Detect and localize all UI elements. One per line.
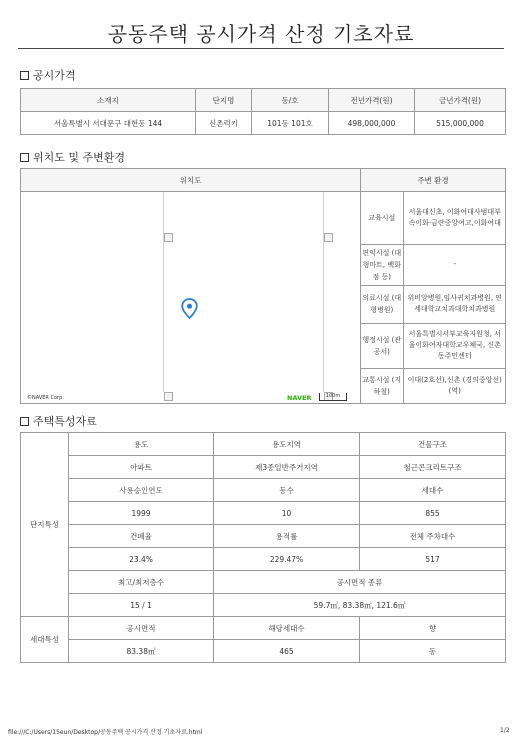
prev-price-cell: 498,000,000: [329, 112, 415, 135]
location-table: [20, 168, 506, 404]
cell: 855: [360, 502, 506, 525]
env-value: -: [403, 244, 506, 285]
cell: 건물구조: [360, 433, 506, 456]
group-label-household: 세대특성: [21, 617, 69, 663]
cell: 10: [214, 502, 360, 525]
cell: 517: [360, 548, 506, 571]
env-table: [361, 192, 506, 403]
unit-cell: 101동 101호: [252, 112, 329, 135]
section-heading-location: [20, 149, 125, 165]
complex-cell: 신촌럭키: [196, 112, 252, 135]
cell: 용도지역: [214, 433, 360, 456]
table-row: [21, 479, 506, 502]
footer-file-path: file:///C:/Users/15eun/Desktop/공동주택 공시가격 산정 기초자료.html: [8, 729, 203, 736]
list-item: [361, 368, 506, 403]
cell: 465: [214, 640, 360, 663]
group-label-complex: 단지특성: [21, 433, 69, 617]
env-label: 의료시설 (대형병원): [361, 285, 403, 323]
cell: 제3종일반주거지역: [214, 456, 360, 479]
map-copyright: ©NAVER Corp.: [27, 395, 64, 401]
document-title: 공동주택 공시가격 산정 기초자료: [107, 22, 415, 46]
naver-logo: NAVER: [287, 394, 312, 402]
map-pin-icon[interactable]: [181, 298, 198, 319]
title-divider: [18, 48, 504, 49]
address-cell: 서울특별시 서대문구 대현동 144: [21, 112, 196, 135]
broken-image-icon: [324, 233, 333, 242]
cell: 사용승인연도: [69, 479, 214, 502]
col-header-complex: 단지명: [196, 89, 252, 112]
table-row: [21, 571, 506, 594]
cell: 동: [360, 640, 506, 663]
cell: 최고/최저층수: [69, 571, 214, 594]
col-header-address: 소재지: [21, 89, 196, 112]
list-item: [361, 244, 506, 285]
table-row: [21, 112, 506, 135]
table-row: [21, 594, 506, 617]
section-heading-price-label: 공시가격: [33, 69, 76, 82]
section-heading-location-label: 위치도 및 주변환경: [33, 151, 126, 164]
cell: 공시면적: [69, 617, 214, 640]
env-label: 행정시설 (관공서): [361, 323, 403, 368]
env-value: 서울대신초, 이화여대사범대부속이화·금란중앙여고,이화여대: [403, 192, 506, 244]
cell: 59.7㎡, 83.38㎡, 121.6㎡: [214, 594, 506, 617]
cell: 철근콘크리트구조: [360, 456, 506, 479]
price-table: [20, 88, 506, 135]
cell: 해당세대수: [214, 617, 360, 640]
env-label: 교육시설: [361, 192, 403, 244]
broken-image-icon: [164, 233, 173, 242]
cell: 공시면적 종류: [214, 571, 506, 594]
list-item: [361, 192, 506, 244]
cell: 23.4%: [69, 548, 214, 571]
col-header-curr-price: 금년가격(원): [415, 89, 506, 112]
cell: 83.38㎡: [69, 640, 214, 663]
footer-page-number: 1/2: [500, 727, 510, 734]
col-header-unit: 동/호: [252, 89, 329, 112]
col-header-prev-price: 전년가격(원): [329, 89, 415, 112]
section-heading-housing: [20, 413, 97, 429]
env-label: 교통시설 (지하철): [361, 368, 403, 403]
cell: 세대수: [360, 479, 506, 502]
cell: 동수: [214, 479, 360, 502]
broken-image-icon: [164, 392, 173, 401]
cell: 아파트: [69, 456, 214, 479]
env-value: 위비앙병원,임사귀치과병원, 연세대학교치과대학치과병원: [403, 285, 506, 323]
map-header: 위치도: [21, 169, 361, 192]
table-row: [21, 617, 506, 640]
map-area[interactable]: [21, 192, 361, 404]
curr-price-cell: 515,000,000: [415, 112, 506, 135]
env-value: 서울특별시서부교육지원청, 서울이화여자대학교우체국, 신촌동주민센터: [403, 323, 506, 368]
checkbox-square-icon: [20, 417, 29, 426]
map-scale-bar: 100m: [319, 393, 347, 401]
checkbox-square-icon: [20, 153, 29, 162]
section-heading-housing-label: 주택특성자료: [33, 415, 97, 428]
table-row: [21, 525, 506, 548]
checkbox-square-icon: [20, 71, 29, 80]
env-value: 이대(2호선),신촌 (경의중앙선)(역): [403, 368, 506, 403]
env-label: 편익시설 (대형마트, 백화점 등): [361, 244, 403, 285]
cell: 전체 주차대수: [360, 525, 506, 548]
cell: 용적률: [214, 525, 360, 548]
housing-table: [20, 432, 506, 663]
table-row: [21, 502, 506, 525]
table-row: [21, 456, 506, 479]
cell: 1999: [69, 502, 214, 525]
section-heading-price: [20, 67, 76, 83]
cell: 229.47%: [214, 548, 360, 571]
cell: 15 / 1: [69, 594, 214, 617]
list-item: [361, 323, 506, 368]
table-row: [21, 433, 506, 456]
cell: 건폐율: [69, 525, 214, 548]
cell: 용도: [69, 433, 214, 456]
cell: 향: [360, 617, 506, 640]
table-row: [21, 640, 506, 663]
list-item: [361, 285, 506, 323]
env-header: 주변 환경: [361, 169, 506, 192]
table-row: [21, 548, 506, 571]
